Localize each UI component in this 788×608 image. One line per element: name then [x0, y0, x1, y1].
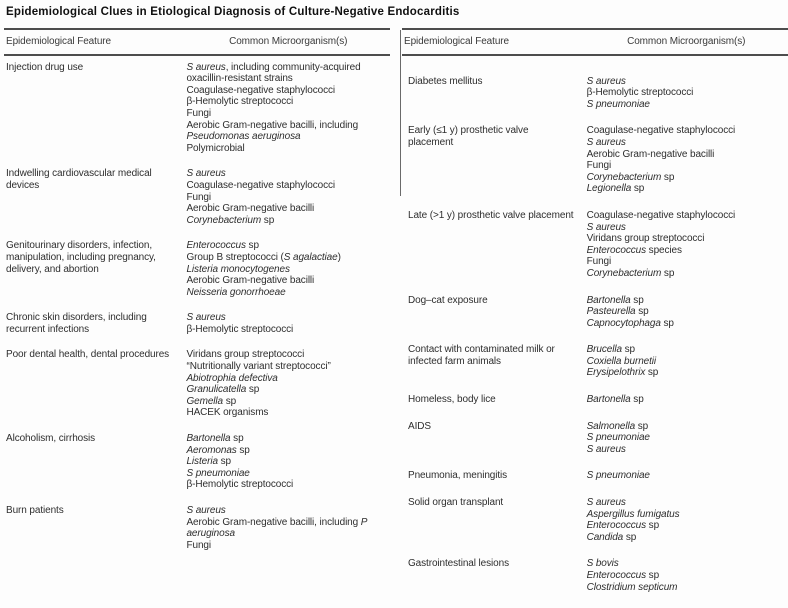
organism-item: Aerobic Gram-negative bacilli — [586, 148, 715, 160]
organism-item: S aureus, including community-acquired oxacillin-resistant strains — [186, 61, 361, 85]
organism-item: Brucella sp — [586, 344, 635, 356]
table-row — [4, 168, 390, 226]
column-header-feature: Epidemiological Feature — [6, 36, 111, 47]
organism-item: Enterococcus sp — [186, 240, 259, 252]
organisms-cell — [587, 558, 788, 593]
table-row — [402, 76, 788, 111]
organism-item: Clostridium septicum — [586, 581, 678, 593]
table-row — [402, 295, 788, 330]
table-header-row — [4, 30, 390, 54]
organisms-cell — [186, 433, 390, 491]
organism-item: Aerobic Gram-negative bacilli, including P aeruginosa — [186, 516, 367, 540]
feature-cell: Burn patients — [6, 505, 64, 516]
organism-item: Coxiella burnetii — [586, 355, 657, 367]
organisms-cell — [186, 312, 390, 335]
organisms-cell — [587, 497, 788, 543]
organism-item: Aspergillus fumigatus — [586, 508, 680, 520]
column-header-organisms: Common Microorganism(s) — [229, 36, 348, 47]
organism-item: Enterococcus sp — [586, 520, 660, 532]
feature-cell: Dog–cat exposure — [408, 294, 488, 306]
organism-item: β-Hemolytic streptococci — [186, 479, 294, 491]
organism-item: Aeromonas sp — [186, 444, 250, 456]
table-row — [402, 394, 788, 406]
feature-cell: Contact with contaminated milk or infected farm animals — [408, 344, 555, 367]
organisms-cell — [186, 240, 390, 298]
organism-item: Corynebacterium sp — [586, 171, 675, 183]
organism-item: Fungi — [586, 256, 612, 268]
organism-item: S aureus — [586, 75, 626, 87]
organisms-cell — [186, 62, 390, 155]
organisms-cell — [587, 470, 788, 482]
organism-item: Aerobic Gram-negative bacilli — [186, 275, 315, 287]
table-row — [402, 421, 788, 456]
organism-item: Candida sp — [586, 531, 637, 543]
table-divider-line — [400, 30, 401, 196]
column-header-feature: Epidemiological Feature — [404, 36, 509, 47]
organism-item: Enterococcus species — [586, 244, 682, 256]
table-row — [402, 125, 788, 195]
organism-item: S aureus — [586, 497, 626, 509]
organism-item: Group B streptococci (S agalactiae) — [186, 251, 341, 263]
feature-cell: Early (≤1 y) prosthetic valve placement — [408, 125, 529, 148]
table-row — [4, 433, 390, 491]
organisms-cell — [186, 505, 390, 551]
table-left — [4, 28, 390, 565]
feature-cell: Chronic skin disorders, including recurrent infections — [6, 312, 147, 335]
organism-item: Coagulase-negative staphylococci — [586, 209, 736, 221]
feature-cell: Indwelling cardiovascular medical devices — [6, 168, 152, 191]
organism-item: S pneumoniae — [586, 98, 650, 110]
organism-item: Polymicrobial — [186, 142, 245, 154]
organism-item: Viridans group streptococci — [586, 233, 705, 245]
organisms-cell — [587, 295, 788, 330]
table-row — [4, 349, 390, 419]
organism-item: Erysipelothrix sp — [586, 367, 659, 379]
organism-item: Salmonella sp — [586, 420, 649, 432]
table-body — [402, 56, 788, 594]
organism-item: Capnocytophaga sp — [586, 317, 674, 329]
organism-item: S aureus — [586, 443, 626, 455]
organism-item: Viridans group streptococci — [186, 349, 305, 361]
organism-item: Granulicatella sp — [186, 384, 260, 396]
organisms-cell — [186, 349, 390, 419]
table-row — [4, 240, 390, 298]
table-right — [402, 28, 788, 608]
organism-item: Aerobic Gram-negative bacilli, including Pseudomonas aeruginosa — [186, 119, 359, 143]
feature-cell: Pneumonia, meningitis — [408, 470, 508, 482]
organism-item: S bovis — [586, 558, 619, 570]
feature-cell: Genitourinary disorders, infection, manipulation, including pregnancy, delivery, and abortion — [6, 240, 156, 275]
organism-item: S aureus — [186, 168, 226, 180]
organism-item: Bartonella sp — [586, 294, 644, 306]
page-title: Epidemiological Clues in Etiological Diagnosis of Culture-Negative Endocarditis — [6, 6, 460, 18]
organism-item: Pasteurella sp — [586, 306, 649, 318]
organisms-cell — [587, 344, 788, 379]
organism-item: β-Hemolytic streptococci — [186, 323, 294, 335]
organism-item: Listeria monocytogenes — [186, 263, 290, 275]
feature-cell: Gastrointestinal lesions — [408, 558, 509, 570]
organism-item: Fungi — [186, 107, 211, 119]
organism-item: Fungi — [186, 539, 211, 551]
organism-item: Gemella sp — [186, 395, 237, 407]
organism-item: Fungi — [586, 160, 612, 172]
organism-item: Fungi — [186, 191, 211, 203]
organism-item: S pneumoniae — [186, 467, 250, 479]
organism-item: Bartonella sp — [586, 394, 644, 406]
organisms-cell — [186, 168, 390, 226]
organism-item: β-Hemolytic streptococci — [586, 87, 694, 99]
feature-cell: Solid organ transplant — [408, 497, 504, 509]
table-row — [402, 497, 788, 543]
organisms-cell — [587, 210, 788, 280]
organism-item: S aureus — [586, 221, 626, 233]
column-header-organisms: Common Microorganism(s) — [627, 36, 746, 47]
table-body — [4, 56, 390, 552]
organism-item: Coagulase-negative staphylococci — [186, 179, 336, 191]
organisms-cell — [587, 125, 788, 195]
table-row — [402, 344, 788, 379]
organism-item: Corynebacterium sp — [186, 214, 275, 226]
organisms-cell — [587, 394, 788, 406]
organism-item: S aureus — [586, 136, 626, 148]
table-row — [4, 312, 390, 335]
organisms-cell — [587, 76, 788, 111]
feature-cell: Alcoholism, cirrhosis — [6, 433, 96, 445]
feature-cell: Late (>1 y) prosthetic valve placement — [408, 209, 574, 221]
organism-item: Abiotrophia defectiva — [186, 372, 278, 384]
table-header-row — [402, 30, 788, 54]
feature-cell: Poor dental health, dental procedures — [6, 349, 170, 361]
feature-cell: Diabetes mellitus — [408, 75, 483, 87]
organism-item: Coagulase-negative staphylococci — [586, 125, 736, 137]
organism-item: S aureus — [186, 312, 226, 324]
organism-item: S pneumoniae — [586, 470, 650, 482]
organism-item: Listeria sp — [186, 456, 231, 468]
organism-item: Aerobic Gram-negative bacilli — [186, 203, 315, 215]
organism-item: HACEK organisms — [186, 407, 269, 419]
organism-item: β-Hemolytic streptococci — [186, 96, 294, 108]
table-row — [402, 470, 788, 482]
organisms-cell — [587, 421, 788, 456]
organism-item: Neisseria gonorrhoeae — [186, 286, 286, 298]
feature-cell: Homeless, body lice — [408, 394, 496, 406]
table-row — [402, 558, 788, 593]
feature-cell: AIDS — [408, 420, 431, 432]
organism-item: Corynebacterium sp — [586, 267, 675, 279]
organism-item: Coagulase-negative staphylococci — [186, 84, 336, 96]
organism-item: Legionella sp — [586, 183, 645, 195]
organism-item: Bartonella sp — [186, 433, 244, 445]
organism-item: S aureus — [186, 505, 226, 516]
table-row — [402, 210, 788, 280]
table-row — [4, 505, 390, 551]
table-row — [4, 62, 390, 155]
feature-cell: Injection drug use — [6, 61, 84, 73]
organism-item: “Nutritionally variant streptococci” — [186, 361, 331, 373]
organism-item: S pneumoniae — [586, 432, 650, 444]
organism-item: Enterococcus sp — [586, 570, 660, 581]
